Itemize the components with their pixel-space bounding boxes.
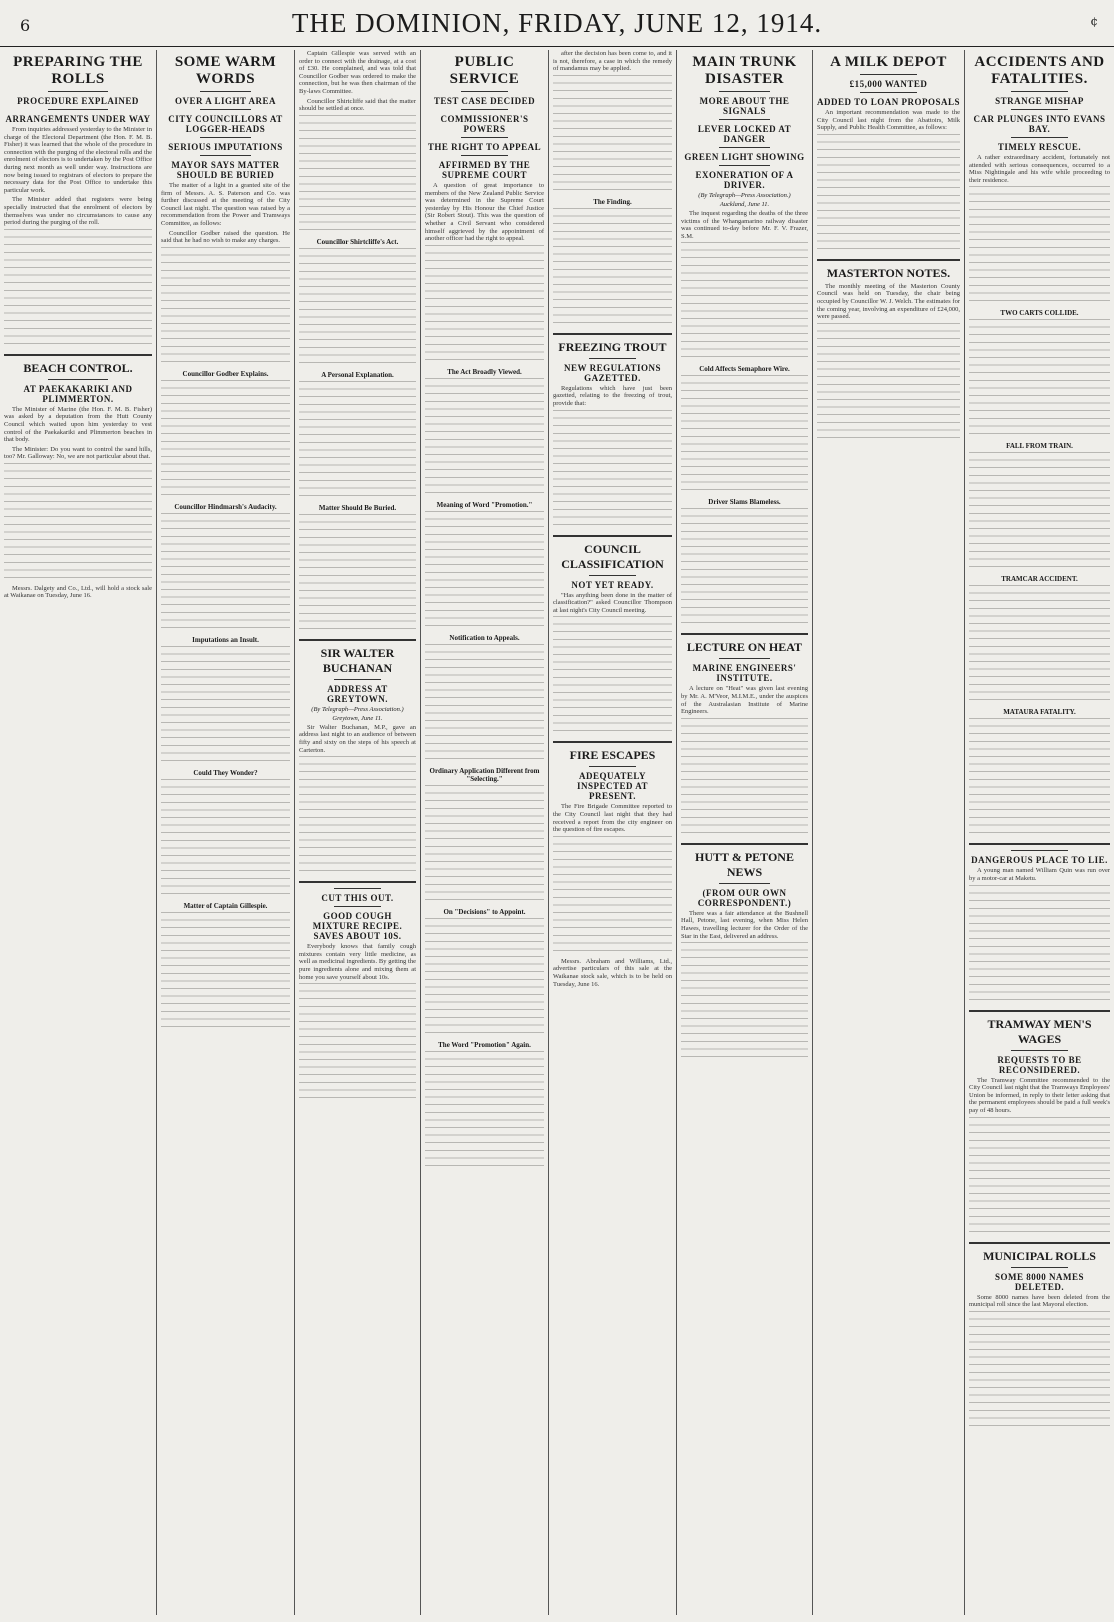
text-block xyxy=(161,380,290,500)
section-subhead: FALL FROM TRAIN. xyxy=(1006,442,1073,451)
article-headline: COUNCIL CLASSIFICATION xyxy=(561,541,664,571)
article-divider xyxy=(681,633,808,635)
body-paragraph: A question of great importance to members of the New Zealand Public Service was determined in the Supreme Court yesterday by His Honour the Chief Justice (Sir Robert Stout). This was the question of whether a Civil Servant who considered himself aggrieved by the appointment of another officer had the right to appeal. xyxy=(425,182,544,243)
body-paragraph: The inquest regarding the deaths of the three victims of the Whangamarino railway disaster was continued to-day before Mr. F. V. Frazer, S.M. xyxy=(681,210,808,240)
text-block xyxy=(161,513,290,633)
article-subheadline: AT PAEKAKARIKI AND PLIMMERTON. xyxy=(23,383,133,404)
article-subheadline: NOT YET READY. xyxy=(571,579,654,590)
article-headline: MUNICIPAL ROLLS xyxy=(983,1248,1096,1263)
headline-rule xyxy=(48,91,107,92)
footer-note: Messrs. Abraham and Williams, Ltd., advertise particulars of this sale at the Waikanae stock sale, which is to be held on Tuesday, June 16. xyxy=(553,957,672,988)
text-block xyxy=(299,381,416,501)
article-divider xyxy=(553,741,672,743)
text-block xyxy=(681,375,808,495)
article-headline: SOME WARM WORDS xyxy=(174,54,277,87)
text-block xyxy=(681,942,808,1062)
article-headline: MASTERTON NOTES. xyxy=(826,265,951,280)
headline-rule xyxy=(719,883,770,884)
section-subhead: Ordinary Application Different from "Selecting." xyxy=(429,766,540,783)
text-block xyxy=(4,229,152,349)
text-block xyxy=(969,885,1110,1005)
section-subhead: A Personal Explanation. xyxy=(321,370,394,379)
article-subheadline: ADDRESS AT GREYTOWN. xyxy=(326,683,389,704)
column-3 xyxy=(294,50,420,1615)
article-divider xyxy=(969,1242,1110,1244)
headline-rule xyxy=(1011,1050,1067,1051)
headline-rule xyxy=(1011,1267,1067,1268)
headline-rule xyxy=(1011,109,1067,110)
article-subheadline: EXONERATION OF A DRIVER. xyxy=(695,170,794,190)
article-subheadline: TIMELY RESCUE. xyxy=(997,142,1082,152)
article-divider xyxy=(553,535,672,537)
article-subheadline: AFFIRMED BY THE SUPREME COURT xyxy=(438,160,531,180)
dateline: Greytown, June 11. xyxy=(332,714,383,722)
text-block xyxy=(969,452,1110,572)
article-headline: ACCIDENTS AND FATALITIES. xyxy=(974,54,1105,87)
body-paragraph: The Minister added that registers were being specially instructed that the enrolment of electors by themselves was under no circumstances to cause any period during the purging of the roll. xyxy=(4,196,152,227)
text-block xyxy=(969,1311,1110,1431)
section-subhead: The Act Broadly Viewed. xyxy=(447,367,522,376)
article-subheadline: DANGEROUS PLACE TO LIE. xyxy=(971,855,1108,866)
headline-rule xyxy=(334,906,381,907)
section-subhead: Matter Should Be Buried. xyxy=(318,503,397,512)
headline-rule xyxy=(334,679,381,680)
article-headline: SIR WALTER BUCHANAN xyxy=(320,645,395,675)
body-paragraph: Everybody knows that family cough mixtures contain very little medicine, as well as medicinal ingredients. By getting the pure ingredients alone and mixing them at home you save yourself about 10s. xyxy=(299,943,416,981)
body-paragraph: Councillor Godber raised the question. He said that he had no wish to make any charges. xyxy=(161,229,290,245)
headline-rule xyxy=(860,74,917,75)
article-headline: FREEZING TROUT xyxy=(558,339,667,354)
article-subheadline: CITY COUNCILLORS AT LOGGER-HEADS xyxy=(168,114,283,134)
section-subhead: Meaning of Word "Promotion." xyxy=(436,500,533,509)
article-headline: HUTT & PETONE NEWS xyxy=(695,849,794,879)
text-block xyxy=(553,836,672,956)
body-paragraph: Sir Walter Buchanan, M.P., gave an address last night to an audience of between fifty and sixty on the steps of his speech at Carterton. xyxy=(299,723,416,754)
headline-rule xyxy=(200,109,252,110)
section-subhead: The Word "Promotion" Again. xyxy=(438,1040,531,1049)
article-subheadline: GOOD COUGH MIXTURE RECIPE. SAVES ABOUT 10S. xyxy=(312,911,403,942)
article-subheadline: NEW REGULATIONS GAZETTED. xyxy=(564,362,661,383)
headline-rule xyxy=(589,575,637,576)
text-block xyxy=(161,247,290,367)
article-headline: PUBLIC SERVICE xyxy=(449,54,520,87)
article-subheadline: SOME 8000 NAMES DELETED. xyxy=(994,1271,1084,1292)
section-subhead: The Finding. xyxy=(593,197,632,206)
masthead xyxy=(0,0,1114,47)
text-block xyxy=(817,134,960,254)
section-subhead: On "Decisions" to Appoint. xyxy=(443,907,526,916)
section-subhead: Councillor Hindmarsh's Audacity. xyxy=(174,502,277,511)
body-paragraph: The monthly meeting of the Masterton County Council was held on Tuesday, the chair being occupied by Councillor W. J. Welch. The estimates for the coming year, involving an expenditure of £24,000, were passed. xyxy=(817,282,960,321)
article-divider xyxy=(969,843,1110,845)
body-paragraph: Regulations which have just been gazetted, relating to the freezing of trout, provide that: xyxy=(553,384,672,407)
section-subhead: TWO CARTS COLLIDE. xyxy=(1000,309,1079,318)
text-block xyxy=(969,186,1110,306)
article-headline: TRAMWAY MEN'S WAGES xyxy=(987,1016,1092,1046)
text-block xyxy=(969,1117,1110,1237)
headline-rule xyxy=(200,91,252,92)
column-5 xyxy=(548,50,676,1615)
body-paragraph: Some 8000 names have been deleted from the municipal roll since the last Mayoral election. xyxy=(969,1293,1110,1309)
headline-rule xyxy=(48,379,107,380)
article-subheadline: LEVER LOCKED AT DANGER xyxy=(697,124,792,144)
dateline: (By Telegraph—Press Association.) xyxy=(311,705,404,713)
headline-rule xyxy=(1011,137,1067,138)
body-paragraph: From inquiries addressed yesterday to the Minister in charge of the Electoral Department (the Hon. F. M. B. Fisher) it was learned that the whole of the procedure in connection with the purging of the electoral rolls and the enrolment of electors is to undertaken by the Post Office during next month as well under way. Instructions are now being issued to registrars of electors to prepare the necessary data for the Post Office to undertake this particular work. xyxy=(4,126,152,194)
article-subheadline: THE RIGHT TO APPEAL xyxy=(427,142,542,152)
body-paragraph: Captain Gillespie was served with an order to connect with the drainage, at a cost of £30. He complained, and was told that Councillor Godber was ordered to make the connection, but he was then chairman of the By-laws Committee. xyxy=(299,50,416,95)
text-block xyxy=(969,319,1110,439)
headline-rule xyxy=(1011,91,1067,92)
article-subheadline: MAYOR SAYS MATTER SHOULD BE BURIED xyxy=(171,160,280,180)
headline-rule xyxy=(461,155,509,156)
column-8 xyxy=(964,50,1114,1615)
headline-rule xyxy=(461,137,509,138)
article-subheadline: ADEQUATELY INSPECTED AT PRESENT. xyxy=(576,771,649,802)
article-subheadline: CUT THIS OUT. xyxy=(321,893,394,904)
article-subheadline: COMMISSIONER'S POWERS xyxy=(440,114,529,134)
text-block xyxy=(299,514,416,634)
section-subhead: Councillor Godber Explains. xyxy=(182,369,269,378)
text-block xyxy=(299,756,416,876)
column-1 xyxy=(0,50,156,1615)
section-subhead: Notification to Appeals. xyxy=(449,633,520,642)
headline-rule xyxy=(589,766,637,767)
text-block xyxy=(425,918,544,1038)
article-subheadline: MORE ABOUT THE SIGNALS xyxy=(699,96,790,116)
headline-rule xyxy=(461,91,509,92)
headline-rule xyxy=(719,147,770,148)
headline-rule xyxy=(719,91,770,92)
section-subhead: Matter of Captain Gillespie. xyxy=(183,901,268,910)
headline-rule xyxy=(1011,850,1067,851)
article-headline: BEACH CONTROL. xyxy=(23,360,133,375)
headline-rule xyxy=(48,109,107,110)
body-paragraph: A lecture on "Heat" was given last evening by Mr. A. M'Veor, M.I.M.E., under the auspices of the Australasian Institute of Marine Engineers. xyxy=(681,685,808,716)
text-block xyxy=(425,245,544,365)
body-paragraph: There was a fair attendance at the Bushnell Hall, Petone, last evening, when Miss Helen Hawes, travelling lecturer for the Order of the Star in the East, delivered an address. xyxy=(681,909,808,940)
text-block xyxy=(425,378,544,498)
article-divider xyxy=(969,1010,1110,1012)
article-subheadline: TEST CASE DECIDED xyxy=(433,96,536,106)
text-block xyxy=(299,248,416,368)
article-headline: LECTURE ON HEAT xyxy=(686,640,803,655)
section-subhead: Imputations an Insult. xyxy=(192,635,259,644)
text-block xyxy=(299,983,416,1103)
article-headline: A MILK DEPOT xyxy=(830,54,947,70)
article-subheadline: STRANGE MISHAP xyxy=(995,96,1084,106)
column-4 xyxy=(420,50,548,1615)
text-block xyxy=(161,912,290,1032)
article-subheadline: GREEN LIGHT SHOWING xyxy=(684,152,805,162)
article-headline: FIRE ESCAPES xyxy=(569,748,656,763)
text-block xyxy=(4,463,152,583)
article-subheadline: £15,000 WANTED xyxy=(849,79,928,89)
column-7 xyxy=(812,50,964,1615)
section-subhead: TRAMCAR ACCIDENT. xyxy=(1001,575,1078,584)
text-block xyxy=(681,718,808,838)
text-block xyxy=(553,75,672,195)
article-divider xyxy=(299,639,416,641)
article-subheadline: CAR PLUNGES INTO EVANS BAY. xyxy=(973,114,1106,134)
body-paragraph: The Minister of Marine (the Hon. F. M. B. Fisher) was asked by a deputation from the Hutt County Council which waited upon him yesterday to vest control of the Paekakariki and Plimmerton beaches in that body. xyxy=(4,405,152,444)
newspaper-title: THE DOMINION, FRIDAY, JUNE 12, 1914. xyxy=(291,8,823,38)
article-subheadline: OVER A LIGHT AREA xyxy=(174,96,277,106)
article-subheadline: ARRANGEMENTS UNDER WAY xyxy=(5,114,151,124)
headline-rule xyxy=(589,358,637,359)
article-divider xyxy=(681,843,808,845)
article-divider xyxy=(299,881,416,883)
body-paragraph: A young man named William Quin was run over by a motor-car at Maketu. xyxy=(969,867,1110,882)
body-paragraph: after the decision has been come to, and it is not, therefore, a case in which the remedy of mandamus may be applied. xyxy=(553,50,672,73)
column-6 xyxy=(676,50,812,1615)
body-paragraph: The Tramway Committee recommended to the City Council last night that the Tramways Employees' Union be informed, in reply to their letter asking that the permanent employees should be paid a full week's pay of 48 hours. xyxy=(969,1076,1110,1114)
column-2 xyxy=(156,50,294,1615)
text-block xyxy=(553,410,672,530)
article-subheadline: (FROM OUR OWN CORRESPONDENT.) xyxy=(697,887,792,908)
corner-mark: ¢ xyxy=(1090,14,1098,28)
text-block xyxy=(681,508,808,628)
article-divider xyxy=(4,354,152,356)
headline-rule xyxy=(461,109,509,110)
footer-note: Messrs. Dalgety and Co., Ltd., will hold a stock sale at Waikanae on Tuesday, June 16. xyxy=(4,584,152,600)
text-block xyxy=(299,115,416,235)
section-subhead: Driver Slams Blameless. xyxy=(708,498,781,507)
headline-rule xyxy=(719,119,770,120)
body-paragraph: "Has anything been done in the matter of classification?" asked Councillor Thompson at last night's City Council meeting. xyxy=(553,591,672,614)
text-block xyxy=(425,644,544,764)
text-block xyxy=(425,511,544,631)
text-block xyxy=(969,585,1110,705)
article-divider xyxy=(817,259,960,261)
article-headline: MAIN TRUNK DISASTER xyxy=(692,54,797,87)
text-block xyxy=(553,616,672,736)
body-paragraph: An important recommendation was made to the City Council last night from the Abattoirs, Milk Supply, and Public Health Committee, as follows: xyxy=(817,109,960,132)
article-subheadline: SERIOUS IMPUTATIONS xyxy=(168,142,283,152)
body-paragraph: A rather extraordinary accident, fortunately not attended with serious consequences, occurred to a Miss Nightingale and his wife while proceeding to their residence. xyxy=(969,154,1110,184)
article-subheadline: ADDED TO LOAN PROPOSALS xyxy=(817,97,960,107)
article-subheadline: MARINE ENGINEERS' INSTITUTE. xyxy=(692,663,797,684)
text-block xyxy=(553,208,672,328)
headline-rule xyxy=(719,658,770,659)
headline-rule xyxy=(334,888,381,889)
section-subhead: MATAURA FATALITY. xyxy=(1003,708,1076,717)
headline-rule xyxy=(200,137,252,138)
body-paragraph: The Minister: Do you want to control the sand hills, too? Mr. Galloway: No, we are not particular about that. xyxy=(4,445,152,461)
article-subheadline: REQUESTS TO BE RECONSIDERED. xyxy=(997,1054,1082,1075)
section-subhead: Councillor Shirtcliffe's Act. xyxy=(316,237,399,246)
text-block xyxy=(161,779,290,899)
dateline: Auckland, June 11. xyxy=(719,201,770,208)
text-block xyxy=(969,718,1110,838)
text-block xyxy=(817,323,960,443)
headline-rule xyxy=(200,155,252,156)
body-paragraph: The Fire Brigade Committee reported to the City Council last night that they had received a report from the city engineer on the question of fire escapes. xyxy=(553,803,672,834)
headline-rule xyxy=(860,92,917,93)
text-block xyxy=(681,242,808,362)
page-number: 6 xyxy=(20,16,31,35)
dateline: (By Telegraph—Press Association.) xyxy=(698,192,791,199)
text-block xyxy=(425,785,544,905)
body-paragraph: The matter of a light in a granted site of the firm of Messrs. A. S. Paterson and Co. was further discussed at the meeting of the City Council last night. The question was raised by a recommendation from the Power and Tramways Committee, as follows: xyxy=(161,182,290,227)
text-block xyxy=(425,1051,544,1171)
article-subheadline: PROCEDURE EXPLAINED xyxy=(17,96,139,106)
body-paragraph: Councillor Shirtcliffe said that the matter should be settled at once. xyxy=(299,97,416,113)
headline-rule xyxy=(719,165,770,166)
article-headline: PREPARING THE ROLLS xyxy=(13,54,143,87)
section-subhead: Cold Affects Semaphore Wire. xyxy=(699,365,790,374)
section-subhead: Could They Wonder? xyxy=(193,768,258,777)
text-block xyxy=(161,646,290,766)
article-divider xyxy=(553,333,672,335)
